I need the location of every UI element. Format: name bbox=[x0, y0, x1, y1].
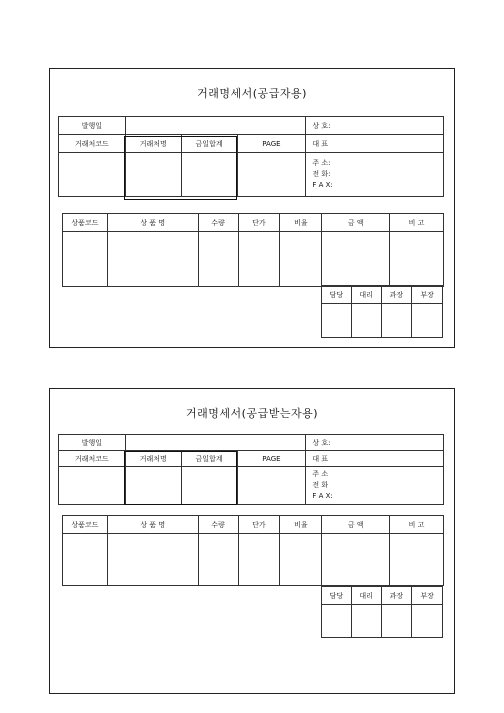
approval-section-chief: 과장 bbox=[381, 286, 412, 304]
address-label: 주 소 bbox=[312, 470, 329, 478]
form-title: 거래명세서(공급자용) bbox=[197, 87, 307, 100]
col-product-name: 상 품 명 bbox=[107, 516, 198, 534]
col-quantity: 수량 bbox=[198, 214, 238, 232]
approval-sign-cell[interactable] bbox=[322, 304, 352, 338]
client-code-label: 거래처코드 bbox=[59, 451, 126, 467]
approval-sign-cell[interactable] bbox=[412, 304, 443, 338]
item-cell[interactable] bbox=[322, 534, 390, 586]
approval-sign-cell[interactable] bbox=[381, 605, 412, 638]
header-info-table bbox=[58, 116, 444, 197]
col-ratio: 비율 bbox=[280, 214, 322, 232]
page-field[interactable] bbox=[237, 153, 306, 197]
invoice-form-recipient bbox=[49, 388, 455, 694]
daily-total-label: 금일합계 bbox=[181, 135, 237, 153]
col-remarks: 비 고 bbox=[390, 214, 444, 232]
phone-label: 전 화 bbox=[312, 481, 329, 489]
approval-assistant: 대리 bbox=[351, 587, 381, 605]
col-quantity: 수량 bbox=[198, 516, 238, 534]
item-cell[interactable] bbox=[63, 232, 108, 287]
approval-sign-cell[interactable] bbox=[322, 605, 352, 638]
approval-sign-cell[interactable] bbox=[381, 304, 412, 338]
issue-date-field[interactable] bbox=[125, 435, 306, 451]
col-remarks: 비 고 bbox=[390, 516, 444, 534]
col-product-code: 상품코드 bbox=[63, 516, 108, 534]
item-cell[interactable] bbox=[390, 232, 444, 287]
representative-label: 대 표 bbox=[306, 451, 444, 467]
fax-label: F A X: bbox=[312, 181, 333, 189]
issue-date-label: 발행일 bbox=[59, 435, 126, 451]
phone-label: 전 화: bbox=[312, 170, 331, 178]
items-table bbox=[62, 515, 444, 586]
highlight-box bbox=[124, 451, 237, 505]
approval-table bbox=[321, 285, 443, 338]
col-amount: 금 액 bbox=[322, 214, 390, 232]
approval-sign-cell[interactable] bbox=[412, 605, 443, 638]
page-label: PAGE bbox=[237, 135, 306, 153]
page-field[interactable] bbox=[237, 467, 306, 505]
item-cell[interactable] bbox=[107, 232, 198, 287]
item-cell[interactable] bbox=[107, 534, 198, 586]
client-code-field[interactable] bbox=[59, 153, 126, 197]
col-ratio: 비율 bbox=[280, 516, 322, 534]
client-code-field[interactable] bbox=[59, 467, 126, 505]
client-name-label: 거래처명 bbox=[125, 451, 181, 467]
approval-assistant: 대리 bbox=[351, 286, 381, 304]
approval-sign-cell[interactable] bbox=[351, 605, 381, 638]
col-unit-price: 단가 bbox=[238, 214, 280, 232]
daily-total-label: 금일합계 bbox=[181, 451, 237, 467]
representative-label: 대 표 bbox=[306, 135, 444, 153]
item-cell[interactable] bbox=[280, 534, 322, 586]
item-cell[interactable] bbox=[322, 232, 390, 287]
header-info-table bbox=[58, 434, 444, 505]
approval-sign-cell[interactable] bbox=[351, 304, 381, 338]
issue-date-field[interactable] bbox=[125, 117, 306, 135]
items-table bbox=[62, 213, 444, 287]
approval-table bbox=[321, 586, 443, 638]
item-cell[interactable] bbox=[238, 534, 280, 586]
col-amount: 금 액 bbox=[322, 516, 390, 534]
contact-info bbox=[306, 153, 444, 197]
approval-section-chief: 과장 bbox=[381, 587, 412, 605]
item-cell[interactable] bbox=[198, 534, 238, 586]
item-cell[interactable] bbox=[280, 232, 322, 287]
col-product-code: 상품코드 bbox=[63, 214, 108, 232]
company-name-label: 상 호: bbox=[306, 117, 444, 135]
highlight-box bbox=[124, 136, 237, 200]
item-cell[interactable] bbox=[238, 232, 280, 287]
client-code-label: 거래처코드 bbox=[59, 135, 126, 153]
form-title: 거래명세서(공급받는자용) bbox=[186, 407, 318, 420]
item-cell[interactable] bbox=[198, 232, 238, 287]
client-name-label: 거래처명 bbox=[125, 135, 181, 153]
approval-staff: 담당 bbox=[322, 587, 352, 605]
col-product-name: 상 품 명 bbox=[107, 214, 198, 232]
item-cell[interactable] bbox=[63, 534, 108, 586]
company-name-label: 상 호: bbox=[306, 435, 444, 451]
issue-date-label: 발행일 bbox=[59, 117, 126, 135]
approval-dept-head: 부장 bbox=[412, 286, 443, 304]
address-label: 주 소: bbox=[312, 159, 331, 167]
page-label: PAGE bbox=[237, 451, 306, 467]
approval-dept-head: 부장 bbox=[412, 587, 443, 605]
col-unit-price: 단가 bbox=[238, 516, 280, 534]
approval-staff: 담당 bbox=[322, 286, 352, 304]
fax-label: F A X: bbox=[312, 492, 333, 500]
invoice-form-supplier bbox=[49, 68, 455, 348]
contact-info bbox=[306, 467, 444, 505]
item-cell[interactable] bbox=[390, 534, 444, 586]
